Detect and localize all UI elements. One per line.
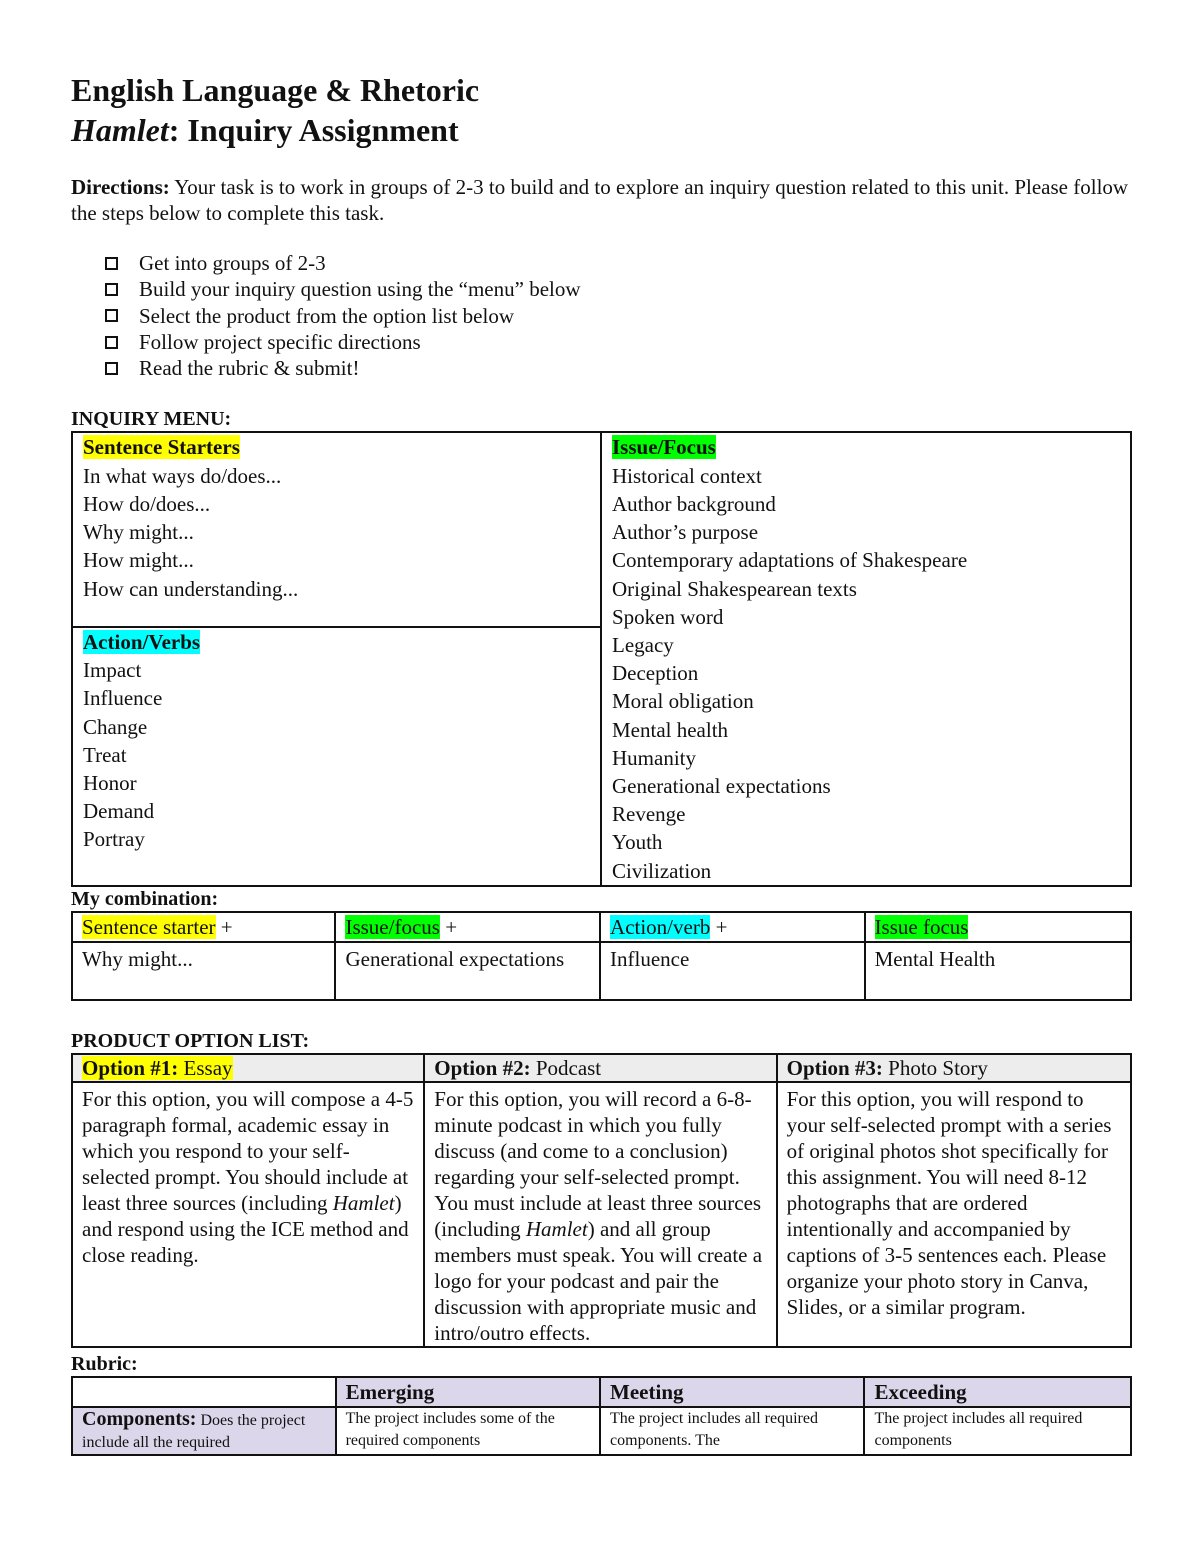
checkbox-icon: [105, 283, 118, 296]
issue-item: Humanity: [612, 745, 696, 770]
rubric-table: [71, 1376, 1132, 1456]
combo-header-cell: [600, 912, 865, 942]
rubric-cell: The project includes all required components: [864, 1407, 1131, 1455]
checkbox-icon: [105, 309, 118, 322]
starter-item: How can understanding...: [83, 576, 299, 601]
step-checklist: [105, 250, 1132, 381]
directions-paragraph: [71, 174, 1132, 226]
checklist-item: [105, 303, 1132, 329]
combination-label: My combination:: [71, 887, 219, 910]
rubric-row-label-bold: Components:: [82, 1407, 197, 1430]
inquiry-menu-label: INQUIRY MENU:: [71, 408, 232, 431]
issue-focus-cell: [601, 432, 1131, 885]
option-header-cell: [777, 1054, 1131, 1082]
option-description: For this option, you will record a 6-8-minute podcast in which you fully discuss (and come to a conclusion) regarding your self-selected prompt. You must include at least three sources (including Hamlet) and all group members must speak. You will create a logo for your podcast and pair the discussion with appropriate music and intro/outro effects.: [424, 1082, 776, 1347]
combination-table: [71, 911, 1132, 1001]
issue-focus-heading: Issue/Focus: [612, 435, 716, 460]
sentence-starters-cell: [72, 432, 601, 627]
issue-item: Historical context: [612, 463, 762, 488]
combo-header-cell: [335, 912, 600, 942]
issue-item: Moral obligation: [612, 689, 754, 714]
directions-text: Your task is to work in groups of 2-3 to build and to explore an inquiry question related to this unit. Please follow the steps below to complete this task.: [71, 175, 1129, 225]
combo-header: Action/verb: [610, 914, 711, 939]
checklist-item: [105, 250, 1132, 276]
rubric-header: Meeting: [600, 1377, 864, 1407]
issue-item: Author’s purpose: [612, 520, 759, 545]
issue-item: Deception: [612, 661, 699, 686]
checklist-text: Select the product from the option list below: [139, 303, 515, 328]
verb-item: Change: [83, 714, 148, 739]
checklist-item: [105, 329, 1132, 355]
verb-item: Impact: [83, 658, 142, 683]
combo-header: Sentence starter: [82, 914, 216, 939]
rubric-cell: The project includes some of the required components: [336, 1407, 600, 1455]
combo-plus: +: [710, 914, 728, 939]
checklist-item: [105, 355, 1132, 381]
combo-plus: +: [215, 914, 233, 939]
checklist-text: Build your inquiry question using the “menu” below: [139, 277, 581, 302]
combo-value: Generational expectations: [335, 942, 600, 1000]
rubric-cell: The project includes all required components. The: [600, 1407, 864, 1455]
checkbox-icon: [105, 336, 118, 349]
combo-value: Mental Health: [865, 942, 1131, 1000]
issue-item: Generational expectations: [612, 773, 831, 798]
option-name: Photo Story: [882, 1055, 988, 1080]
rubric-row-label-text: Does the project include all the required: [82, 1411, 306, 1451]
document-page: [71, 70, 1132, 1456]
starter-item: How do/does...: [83, 491, 211, 516]
verb-item: Honor: [83, 771, 137, 796]
checklist-text: Get into groups of 2-3: [139, 251, 326, 275]
inquiry-menu-table: [71, 431, 1132, 886]
verb-item: Portray: [83, 827, 145, 852]
title-rest: : Inquiry Assignment: [168, 112, 459, 148]
option-label: Option #2:: [434, 1055, 531, 1080]
product-options-table: [71, 1053, 1132, 1348]
option-header-cell: [72, 1054, 424, 1082]
combo-value: Why might...: [72, 942, 335, 1000]
combo-value: Influence: [600, 942, 865, 1000]
starter-item: In what ways do/does...: [83, 463, 282, 488]
combo-header-cell: [72, 912, 335, 942]
issue-item: Mental health: [612, 717, 729, 742]
checklist-text: Follow project specific directions: [139, 329, 421, 354]
issue-item: Original Shakespearean texts: [612, 576, 857, 601]
rubric-corner-cell: [72, 1377, 336, 1407]
issue-item: Civilization: [612, 858, 712, 883]
verb-item: Demand: [83, 799, 155, 824]
issue-item: Spoken word: [612, 604, 724, 629]
option-header-cell: [424, 1054, 776, 1082]
action-verbs-cell: [72, 627, 601, 886]
desc-italic: Hamlet: [332, 1190, 395, 1215]
checklist-text: Read the rubric & submit!: [139, 356, 360, 381]
sentence-starters-heading: Sentence Starters: [83, 435, 240, 460]
option-name: Podcast: [530, 1055, 602, 1080]
starter-item: How might...: [83, 548, 194, 573]
course-title: English Language & Rhetoric: [71, 72, 480, 108]
directions-label: Directions:: [71, 175, 170, 199]
option-name: Essay: [178, 1055, 233, 1080]
verb-item: Influence: [83, 686, 163, 711]
product-options-label: PRODUCT OPTION LIST:: [71, 1029, 310, 1052]
option-description: For this option, you will compose a 4-5 paragraph formal, academic essay in which you respond to your self-selected prompt. You should include at least three sources (including Hamlet) and respond using the ICE method and close reading.: [72, 1082, 424, 1347]
starter-item: Why might...: [83, 520, 194, 545]
issue-item: Youth: [612, 830, 663, 855]
combo-plus: +: [439, 914, 458, 939]
option-description: For this option, you will respond to your self-selected prompt with a series of original photos shot specifically for this assignment. You will need 8-12 photographs that are ordered intentionally and accompanied by captions of 3-5 sentences each. Please organize your photo story in Canva, Slides, or a similar program.: [777, 1082, 1131, 1347]
option-label: Option #3:: [786, 1055, 883, 1080]
issue-item: Author background: [612, 491, 776, 516]
checkbox-icon: [105, 362, 118, 375]
option-label: Option #1:: [82, 1055, 179, 1080]
action-verbs-heading: Action/Verbs: [83, 630, 201, 655]
combo-header-cell: [865, 912, 1131, 942]
rubric-header: Exceeding: [864, 1377, 1131, 1407]
checklist-item: [105, 276, 1132, 302]
assignment-title: [71, 110, 1132, 150]
rubric-header: Emerging: [336, 1377, 600, 1407]
rubric-label: Rubric:: [71, 1352, 138, 1375]
issue-item: Legacy: [612, 632, 674, 657]
desc-italic: Hamlet: [525, 1216, 588, 1241]
rubric-row-label: [72, 1407, 336, 1455]
verb-item: Treat: [83, 742, 127, 767]
title-italic: Hamlet: [71, 112, 169, 148]
combo-header: Issue focus: [874, 914, 969, 939]
issue-item: Contemporary adaptations of Shakespeare: [612, 548, 968, 573]
issue-item: Revenge: [612, 802, 686, 827]
combo-header: Issue/focus: [345, 914, 440, 939]
checkbox-icon: [105, 257, 118, 270]
